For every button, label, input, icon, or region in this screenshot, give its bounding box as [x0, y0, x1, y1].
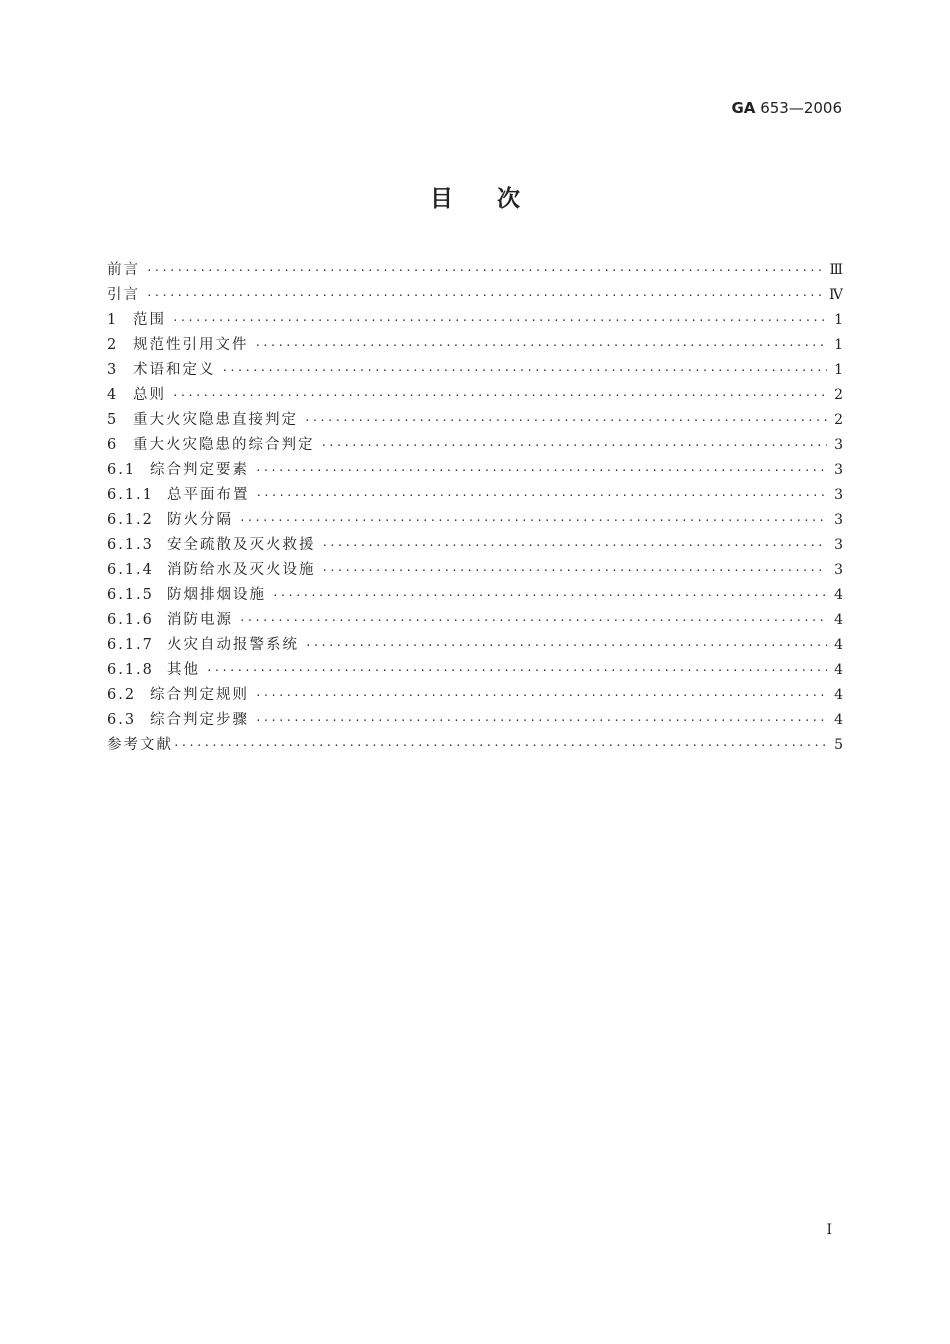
page-number: I: [826, 1222, 832, 1238]
toc-dot-leader: [172, 308, 827, 333]
toc-entry-page: 4: [834, 712, 843, 728]
toc-entry-label: 规范性引用文件: [133, 337, 249, 353]
toc-entry[interactable]: [107, 433, 843, 458]
page-title: 目次: [430, 186, 564, 212]
toc-entry-number: 6.1.8: [107, 662, 154, 678]
toc-entry[interactable]: [107, 533, 843, 558]
toc-entry[interactable]: [107, 383, 843, 408]
toc-entry-label: 前言: [107, 262, 140, 278]
toc-entry-label: 总则: [133, 387, 166, 403]
toc-entry-label: 安全疏散及灭火救援: [167, 537, 316, 553]
toc-dot-leader: [146, 258, 823, 283]
toc-entry-page: 3: [834, 537, 843, 553]
toc-entry-label: 综合判定规则: [150, 687, 249, 703]
toc-entry[interactable]: [107, 258, 843, 283]
toc-entry-label: 范围: [133, 312, 166, 328]
toc-entry[interactable]: [107, 708, 843, 733]
toc-entry[interactable]: [107, 508, 843, 533]
toc-entry-page: 2: [834, 387, 843, 403]
toc-dot-leader: [304, 408, 827, 433]
toc-entry-number: 6.1: [107, 462, 137, 478]
toc-entry-page: 3: [834, 562, 843, 578]
toc-dot-leader: [206, 658, 827, 683]
toc-dot-leader: [255, 683, 827, 708]
toc-dot-leader: [322, 558, 828, 583]
toc-entry-page: 3: [834, 462, 843, 478]
toc-entry-page: Ⅲ: [829, 262, 843, 278]
toc-dot-leader: [222, 358, 828, 383]
toc-entry-page: 1: [834, 362, 843, 378]
toc-entry-label: 消防给水及灭火设施: [167, 562, 316, 578]
toc-entry[interactable]: [107, 733, 843, 758]
toc-entry-label: 消防电源: [167, 612, 233, 628]
toc-entry[interactable]: [107, 308, 843, 333]
toc-entry-page: 2: [834, 412, 843, 428]
toc-entry-number: 6.1.1: [107, 487, 154, 503]
toc-entry-number: 6.1.3: [107, 537, 154, 553]
toc-entry-number: 6.1.4: [107, 562, 154, 578]
toc-entry[interactable]: [107, 558, 843, 583]
toc-dot-leader: [256, 483, 828, 508]
toc-entry[interactable]: [107, 358, 843, 383]
toc-entry[interactable]: [107, 583, 843, 608]
toc-entry-label: 综合判定步骤: [150, 712, 249, 728]
toc-entry-page: 4: [834, 587, 843, 603]
toc-entry-number: 2: [107, 337, 119, 353]
toc-entry-number: 6.1.7: [107, 637, 154, 653]
toc-entry[interactable]: [107, 658, 843, 683]
toc-entry-label: 防火分隔: [167, 512, 233, 528]
toc-entry-page: 4: [834, 687, 843, 703]
toc-dot-leader: [172, 383, 827, 408]
toc-entry-number: 4: [107, 387, 119, 403]
toc-entry-label: 总平面布置: [167, 487, 250, 503]
toc-entry[interactable]: [107, 483, 843, 508]
toc-entry[interactable]: [107, 683, 843, 708]
standard-code-prefix: GA: [731, 99, 756, 117]
toc-entry-number: 6: [107, 437, 119, 453]
table-of-contents: [107, 258, 843, 758]
toc-entry-page: 4: [834, 662, 843, 678]
toc-entry-number: 1: [107, 312, 119, 328]
toc-dot-leader: [173, 733, 827, 758]
toc-entry[interactable]: [107, 283, 843, 308]
toc-entry-page: 4: [834, 637, 843, 653]
toc-entry-number: 6.1.2: [107, 512, 154, 528]
toc-dot-leader: [255, 333, 828, 358]
toc-entry-label: 火灾自动报警系统: [167, 637, 299, 653]
toc-dot-leader: [322, 533, 828, 558]
toc-entry-page: 5: [834, 737, 843, 753]
toc-entry-page: 4: [834, 612, 843, 628]
standard-code: [732, 99, 843, 117]
toc-entry-number: 6.1.5: [107, 587, 154, 603]
toc-entry-label: 综合判定要素: [150, 462, 249, 478]
toc-entry-label: 引言: [107, 287, 140, 303]
toc-entry[interactable]: [107, 408, 843, 433]
toc-dot-leader: [146, 283, 823, 308]
toc-entry-label: 重大火灾隐患直接判定: [133, 412, 298, 428]
toc-entry-number: 6.1.6: [107, 612, 154, 628]
toc-entry-label: 参考文献: [107, 737, 173, 753]
toc-dot-leader: [255, 708, 827, 733]
standard-code-number: 653—2006: [755, 99, 842, 117]
toc-entry-page: 3: [834, 512, 843, 528]
toc-entry-label: 术语和定义: [133, 362, 216, 378]
toc-entry-number: 6.2: [107, 687, 137, 703]
toc-dot-leader: [255, 458, 827, 483]
toc-entry-label: 防烟排烟设施: [167, 587, 266, 603]
toc-dot-leader: [321, 433, 828, 458]
toc-entry-page: 1: [834, 337, 843, 353]
toc-entry[interactable]: [107, 608, 843, 633]
toc-entry-page: Ⅳ: [829, 287, 843, 303]
toc-entry-number: 3: [107, 362, 119, 378]
toc-entry-page: 3: [834, 437, 843, 453]
toc-entry-label: 其他: [167, 662, 200, 678]
toc-entry-number: 6.3: [107, 712, 137, 728]
toc-entry[interactable]: [107, 633, 843, 658]
toc-dot-leader: [272, 583, 827, 608]
toc-entry-label: 重大火灾隐患的综合判定: [133, 437, 315, 453]
toc-entry[interactable]: [107, 458, 843, 483]
toc-entry-page: 3: [834, 487, 843, 503]
toc-dot-leader: [239, 608, 827, 633]
toc-dot-leader: [305, 633, 827, 658]
toc-entry-number: 5: [107, 412, 119, 428]
toc-entry-page: 1: [834, 312, 843, 328]
toc-dot-leader: [239, 508, 827, 533]
toc-entry[interactable]: [107, 333, 843, 358]
